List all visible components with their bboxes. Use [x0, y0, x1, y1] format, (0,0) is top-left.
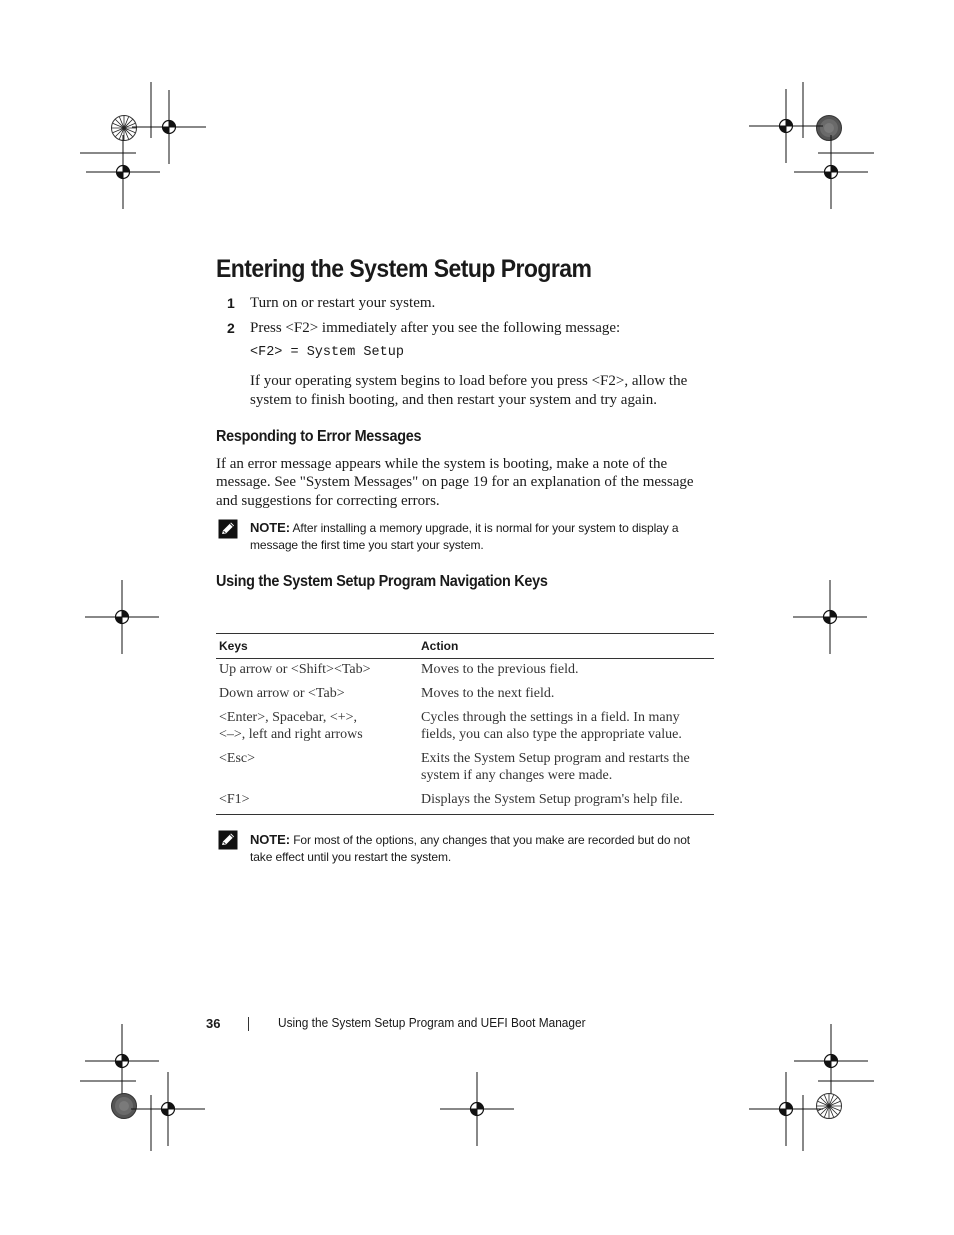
step-text: Press <F2> immediately after you see the following message: — [250, 320, 621, 336]
table-cell-keys — [216, 659, 418, 684]
table-cell-action — [418, 659, 714, 684]
note-line: After installing a memory upgrade, it is normal for your system to display a — [292, 521, 679, 535]
pencil-note-icon — [218, 519, 238, 539]
table-cell-action — [418, 748, 714, 789]
note-line: For most of the options, any changes that you make are recorded but do not — [293, 833, 691, 847]
step-number: 1 — [227, 295, 235, 311]
step-followup-line: If your operating system begins to load before you press <F2>, allow the — [250, 373, 688, 389]
paragraph-line: If an error message appears while the system is booting, make a note of the — [216, 456, 668, 472]
section-heading-navigation-keys: Using the System Setup Program Navigation Keys — [216, 573, 548, 590]
note-line: message the first time you start your system. — [250, 538, 484, 552]
table-cell-keys — [216, 748, 418, 789]
note-text — [250, 519, 678, 538]
table-cell-action — [418, 707, 714, 748]
table-header-action: Action — [418, 634, 714, 659]
cell-line: <–>, left and right arrows — [219, 727, 363, 742]
table-cell-action — [418, 789, 714, 815]
table-cell-keys — [216, 707, 418, 748]
cell-line: Moves to the previous field. — [421, 662, 579, 677]
section-heading-error-messages: Responding to Error Messages — [216, 428, 422, 445]
table-cell-action — [418, 683, 714, 707]
step-number: 2 — [227, 320, 235, 336]
cell-line: Exits the System Setup program and restarts the — [421, 751, 690, 766]
pencil-note-icon — [218, 830, 238, 850]
note-line: take effect until you restart the system. — [250, 850, 452, 864]
paragraph-line: and suggestions for correcting errors. — [216, 493, 440, 509]
table-header-keys: Keys — [216, 634, 418, 659]
cell-line: Displays the System Setup program's help file. — [421, 792, 683, 807]
table-row — [216, 748, 714, 789]
code-message: <F2> = System Setup — [250, 345, 404, 360]
footer-divider — [248, 1017, 249, 1031]
table-row — [216, 789, 714, 815]
cell-line: Moves to the next field. — [421, 686, 555, 701]
table-cell-keys — [216, 789, 418, 815]
table-row — [216, 683, 714, 707]
note-label: NOTE: — [250, 520, 290, 535]
cell-line: system if any changes were made. — [421, 768, 613, 783]
paragraph-line: message. See "System Messages" on page 19 for an explanation of the message — [216, 474, 694, 490]
note-label: NOTE: — [250, 832, 290, 847]
table-cell-keys — [216, 683, 418, 707]
step-followup-line: system to finish booting, and then restart your system and try again. — [250, 392, 658, 408]
cell-line: fields, you can also type the appropriate value. — [421, 727, 682, 742]
footer-chapter-title: Using the System Setup Program and UEFI Boot Manager — [278, 1016, 586, 1030]
cell-line: Down arrow or <Tab> — [219, 686, 345, 701]
table-header-row — [216, 634, 714, 659]
cell-line: <Enter>, Spacebar, <+>, — [219, 710, 358, 725]
note-text — [250, 831, 690, 850]
navigation-keys-table — [216, 633, 714, 815]
step-text: Turn on or restart your system. — [250, 295, 436, 311]
table-row — [216, 707, 714, 748]
page-number: 36 — [206, 1016, 221, 1031]
table-row — [216, 659, 714, 684]
page-title: Entering the System Setup Program — [216, 255, 592, 283]
cell-line: Cycles through the settings in a field. In many — [421, 710, 680, 725]
cell-line: Up arrow or <Shift><Tab> — [219, 662, 371, 677]
cell-line: <Esc> — [219, 751, 256, 766]
cell-line: <F1> — [219, 792, 250, 807]
